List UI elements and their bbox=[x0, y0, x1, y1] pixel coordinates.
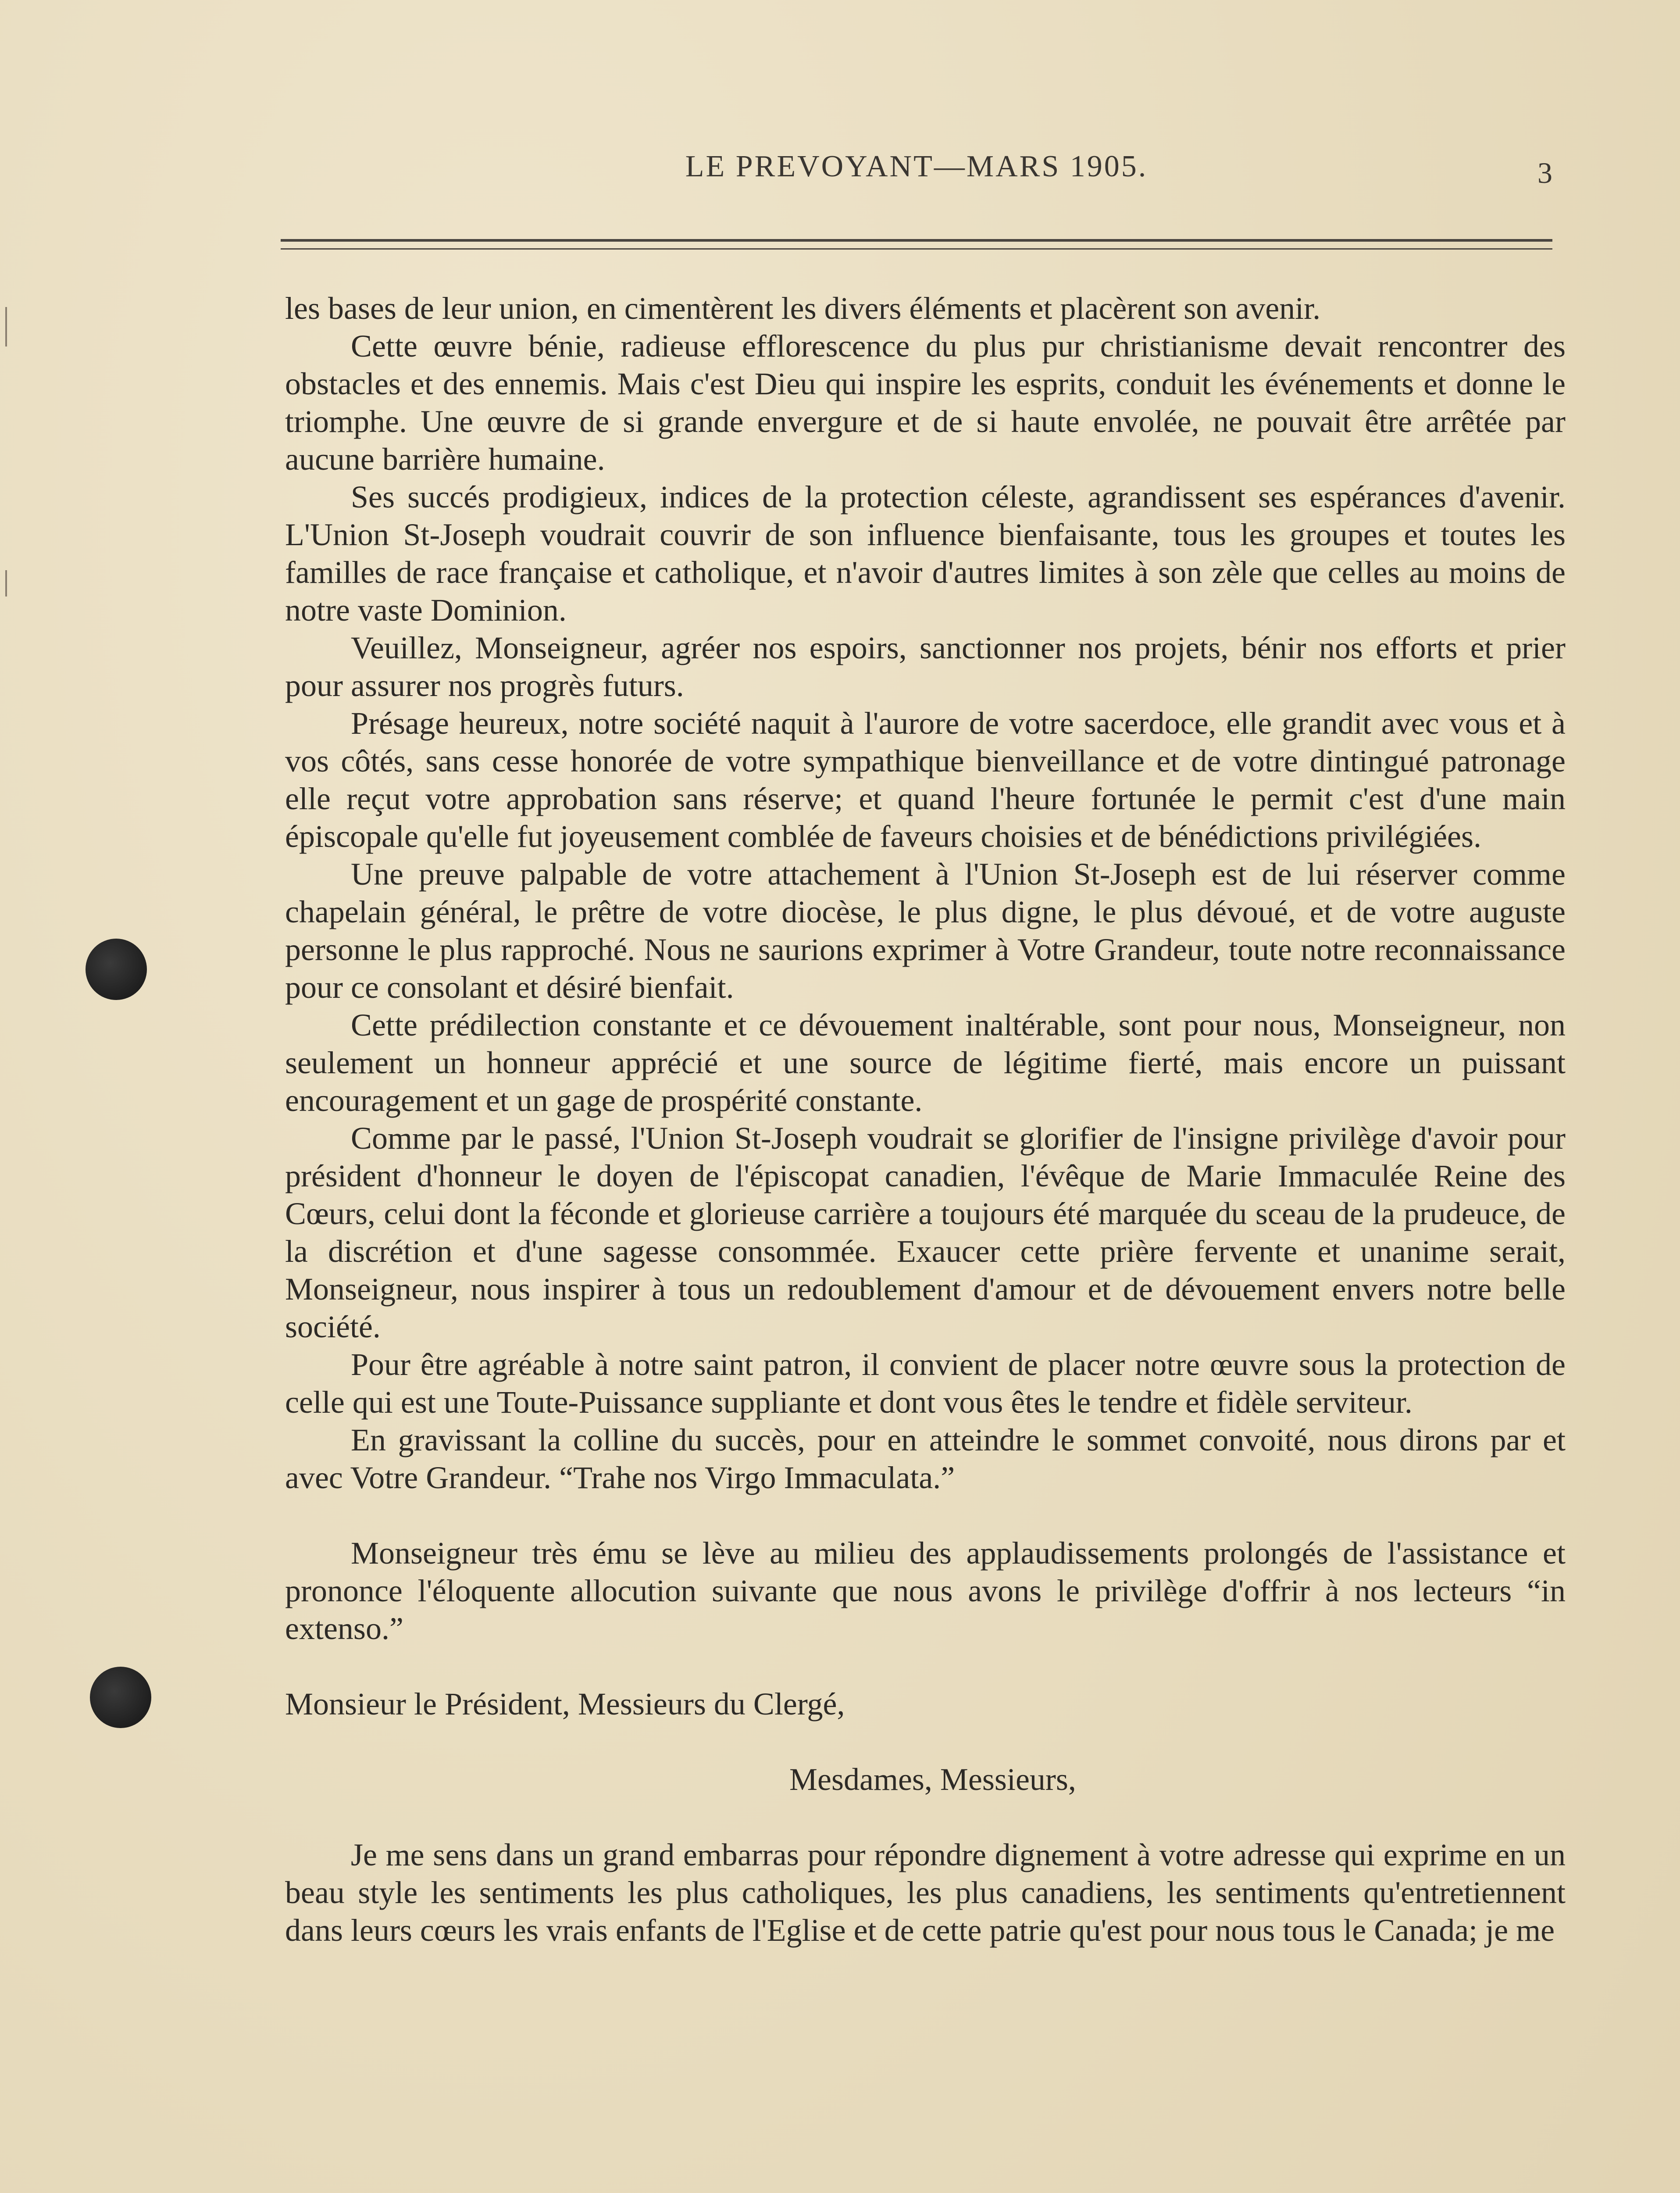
paragraph: Une preuve palpable de votre attachement à l'Union St-Joseph est de lui réserver comme chapelain général, le prêtre de votre diocèse, le plus digne, le plus dévoué, et de votre auguste personne le plus rapproché. Nous ne saurions exprimer à Votre Grandeur, toute notre reconnaissance pour ce consolant et désiré bienfait. bbox=[285, 857, 1566, 1005]
paragraph: Pour être agréable à notre saint patron, il convient de placer notre œuvre sous la protection de celle qui est une Toute-Puissance suppliante et dont vous êtes le tendre et fidèle serviteur. bbox=[285, 1347, 1566, 1420]
page-number: 3 bbox=[1537, 156, 1552, 189]
paragraph: Veuillez, Monseigneur, agréer nos espoirs, sanctionner nos projets, bénir nos efforts et prier pour assurer nos progrès futurs. bbox=[285, 630, 1566, 703]
paragraph: Ses succés prodigieux, indices de la protection céleste, agrandissent ses espérances d'avenir. L'Union St-Joseph voudrait couvrir de son influence bienfaisante, tous les groupes et toutes les familles de race française et catholique, et n'avoir d'autres limites à son zèle que celles au moins de notre vaste Dominion. bbox=[285, 479, 1566, 628]
paragraph: En gravissant la colline du succès, pour en atteindre le sommet convoité, nous dirons par et avec Votre Grandeur. “Trahe nos Virgo Immaculata.” bbox=[285, 1422, 1566, 1495]
paragraph: les bases de leur union, en cimentèrent les divers éléments et placèrent son avenir. bbox=[285, 291, 1321, 326]
running-title: LE PREVOYANT—MARS 1905. bbox=[685, 150, 1148, 183]
narration-paragraph: Monseigneur très ému se lève au milieu des applaudissements prolongés de l'assistance et prononce l'éloquente allocution suivante que nous avons le privilège d'offrir à nos lecteurs “in extenso.” bbox=[285, 1536, 1566, 1646]
article-body bbox=[285, 289, 1566, 1949]
paper-edge-mark bbox=[5, 570, 7, 596]
paragraph: Cette prédilection constante et ce dévouement inaltérable, sont pour nous, Monseigneur, non seulement un honneur apprécié et une source de légitime fierté, mais encore un puissant encouragement et un gage de prospérité constante. bbox=[285, 1007, 1566, 1118]
header-rule-thin bbox=[281, 248, 1552, 250]
page-header bbox=[281, 140, 1552, 206]
header-rule bbox=[281, 239, 1552, 242]
salutation-line-2: Mesdames, Messieurs, bbox=[789, 1762, 1076, 1797]
speech-paragraph: Je me sens dans un grand embarras pour répondre dignement à votre adresse qui exprime en un beau style les sentiments les plus catholiques, les plus canadiens, les sentiments qu'entretiennent dans leurs cœurs les vrais enfants de l'Eglise et de cette patrie qu'est pour nous tous le Canada; je me bbox=[285, 1837, 1566, 1948]
paragraph: Présage heureux, notre société naquit à l'aurore de votre sacerdoce, elle grandit avec vous et à vos côtés, sans cesse honorée de votre sympathique bienveillance et de votre dintingué patronage elle reçut votre approbation sans réserve; et quand l'heure fortunée le permit c'est d'une main épiscopale qu'elle fut joyeusement comblée de faveurs choisies et de bénédictions privilégiées. bbox=[285, 706, 1566, 854]
salutation-line-1: Monsieur le Président, Messieurs du Clergé, bbox=[285, 1686, 845, 1722]
paragraph: Comme par le passé, l'Union St-Joseph voudrait se glorifier de l'insigne privilège d'avoir pour président d'honneur le doyen de l'épiscopat canadien, l'évêque de Marie Immaculée Reine des Cœurs, celui dont la féconde et glorieuse carrière a toujours été marquée du sceau de la prudeuce, de la discrétion et d'une sagesse consommée. Exaucer cette prière fervente et unanime serait, Monseigneur, nous inspirer à tous un redoublement d'amour et de dévouement envers notre belle société. bbox=[285, 1121, 1566, 1344]
paragraph: Cette œuvre bénie, radieuse efflorescence du plus pur christianisme devait rencontrer des obstacles et des ennemis. Mais c'est Dieu qui inspire les esprits, conduit les événements et donne le triomphe. Une œuvre de si grande envergure et de si haute envolée, ne pouvait être arrêtée par aucune barrière humaine. bbox=[285, 329, 1566, 477]
paper-edge-mark bbox=[5, 307, 7, 346]
punch-hole bbox=[86, 939, 147, 1000]
punch-hole bbox=[90, 1667, 151, 1728]
